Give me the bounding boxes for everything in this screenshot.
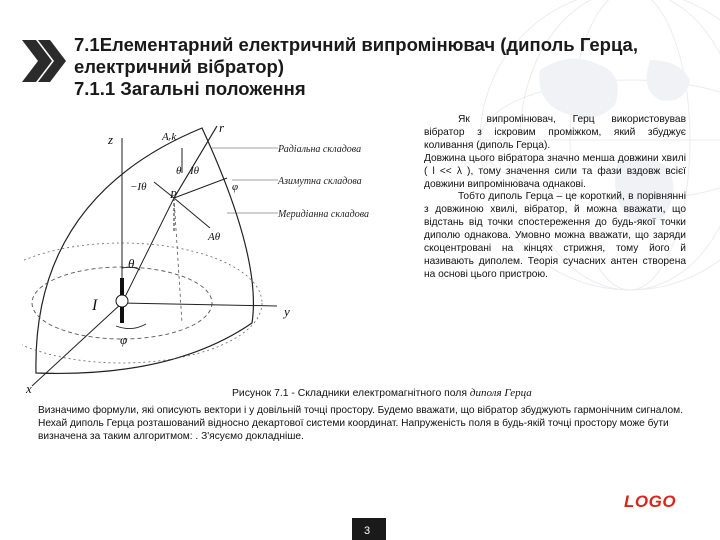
theta-label: θ [128, 256, 135, 271]
side-paragraph-2: Довжина цього вібратора значно менша довжини хвилі ( l << λ ), тому значення сили та фази вздовж всієї довжини випромінювача однакові. [424, 152, 686, 190]
phi-vector-label: φ [232, 181, 239, 193]
dipole-field-figure [22, 118, 392, 398]
side-description [424, 114, 686, 282]
chevron-right-icon [18, 36, 68, 86]
legend-azimuthal: Азимутна складова [278, 176, 362, 187]
a-r-k-label: Aᵣk [162, 131, 177, 143]
theta-vector-label: Aθ [208, 231, 221, 243]
r-label: r [219, 120, 225, 135]
point-p-label: P [170, 189, 177, 201]
side-paragraph-3: Тобто диполь Герца – це короткий, в порівнянні з довжиною хвилі, вібратор, й можна вважати, що відстань від точки спостереження до будь-якої точки диполю однакова. Умовно можна вважати, що заряди скоцентровані на кінцях стрижня, тому його й називають диполем. Теорія сучасних антен створена на основі цього пристрою. [424, 191, 686, 280]
minus-i-label: −Iθ [130, 181, 147, 193]
x-axis-label: x [26, 381, 32, 396]
logo: LOGO [624, 492, 677, 511]
caption-italic: диполя Герца [469, 387, 532, 399]
side-paragraph-1: Як випромінювач, Герц використовував вібратор з іскровим проміжком, який збуджує коливання (диполь Герца). [424, 114, 686, 151]
page-number: 3 [364, 525, 371, 537]
y-axis-label: y [284, 304, 290, 319]
phi-label: φ [120, 332, 128, 347]
figure-caption [232, 387, 532, 399]
title-line-2: електричний вібратор) [74, 56, 284, 77]
title-line-3: 7.1.1 Загальні положення [74, 78, 306, 99]
legend-meridional: Меридіанна складова [278, 209, 370, 220]
i-theta-label: Iθ [190, 165, 200, 177]
title-line-1: 7.1Елементарний електричний випромінювач (диполь Герца, [74, 34, 638, 55]
slide-title [74, 34, 704, 100]
current-label: I [92, 297, 98, 314]
theta-small-label: θ [176, 165, 182, 177]
z-axis-label: z [108, 132, 114, 147]
body-paragraph: Визначимо формули, які описують вектори і у довільній точці простору. Будемо вважати, що вібратор збуджують гармонічним сигналом. Нехай диполь Герца розташований відносно декартової системи координат. Напруженість поля в будь-якій точці простору може бути визначена за таким алгоритмом: . З'ясуємо докладніше. [38, 405, 684, 442]
caption-text: Рисунок 7.1 - Складники електромагнітного поля [232, 388, 470, 399]
legend-radial: Радіальна складова [278, 144, 362, 155]
